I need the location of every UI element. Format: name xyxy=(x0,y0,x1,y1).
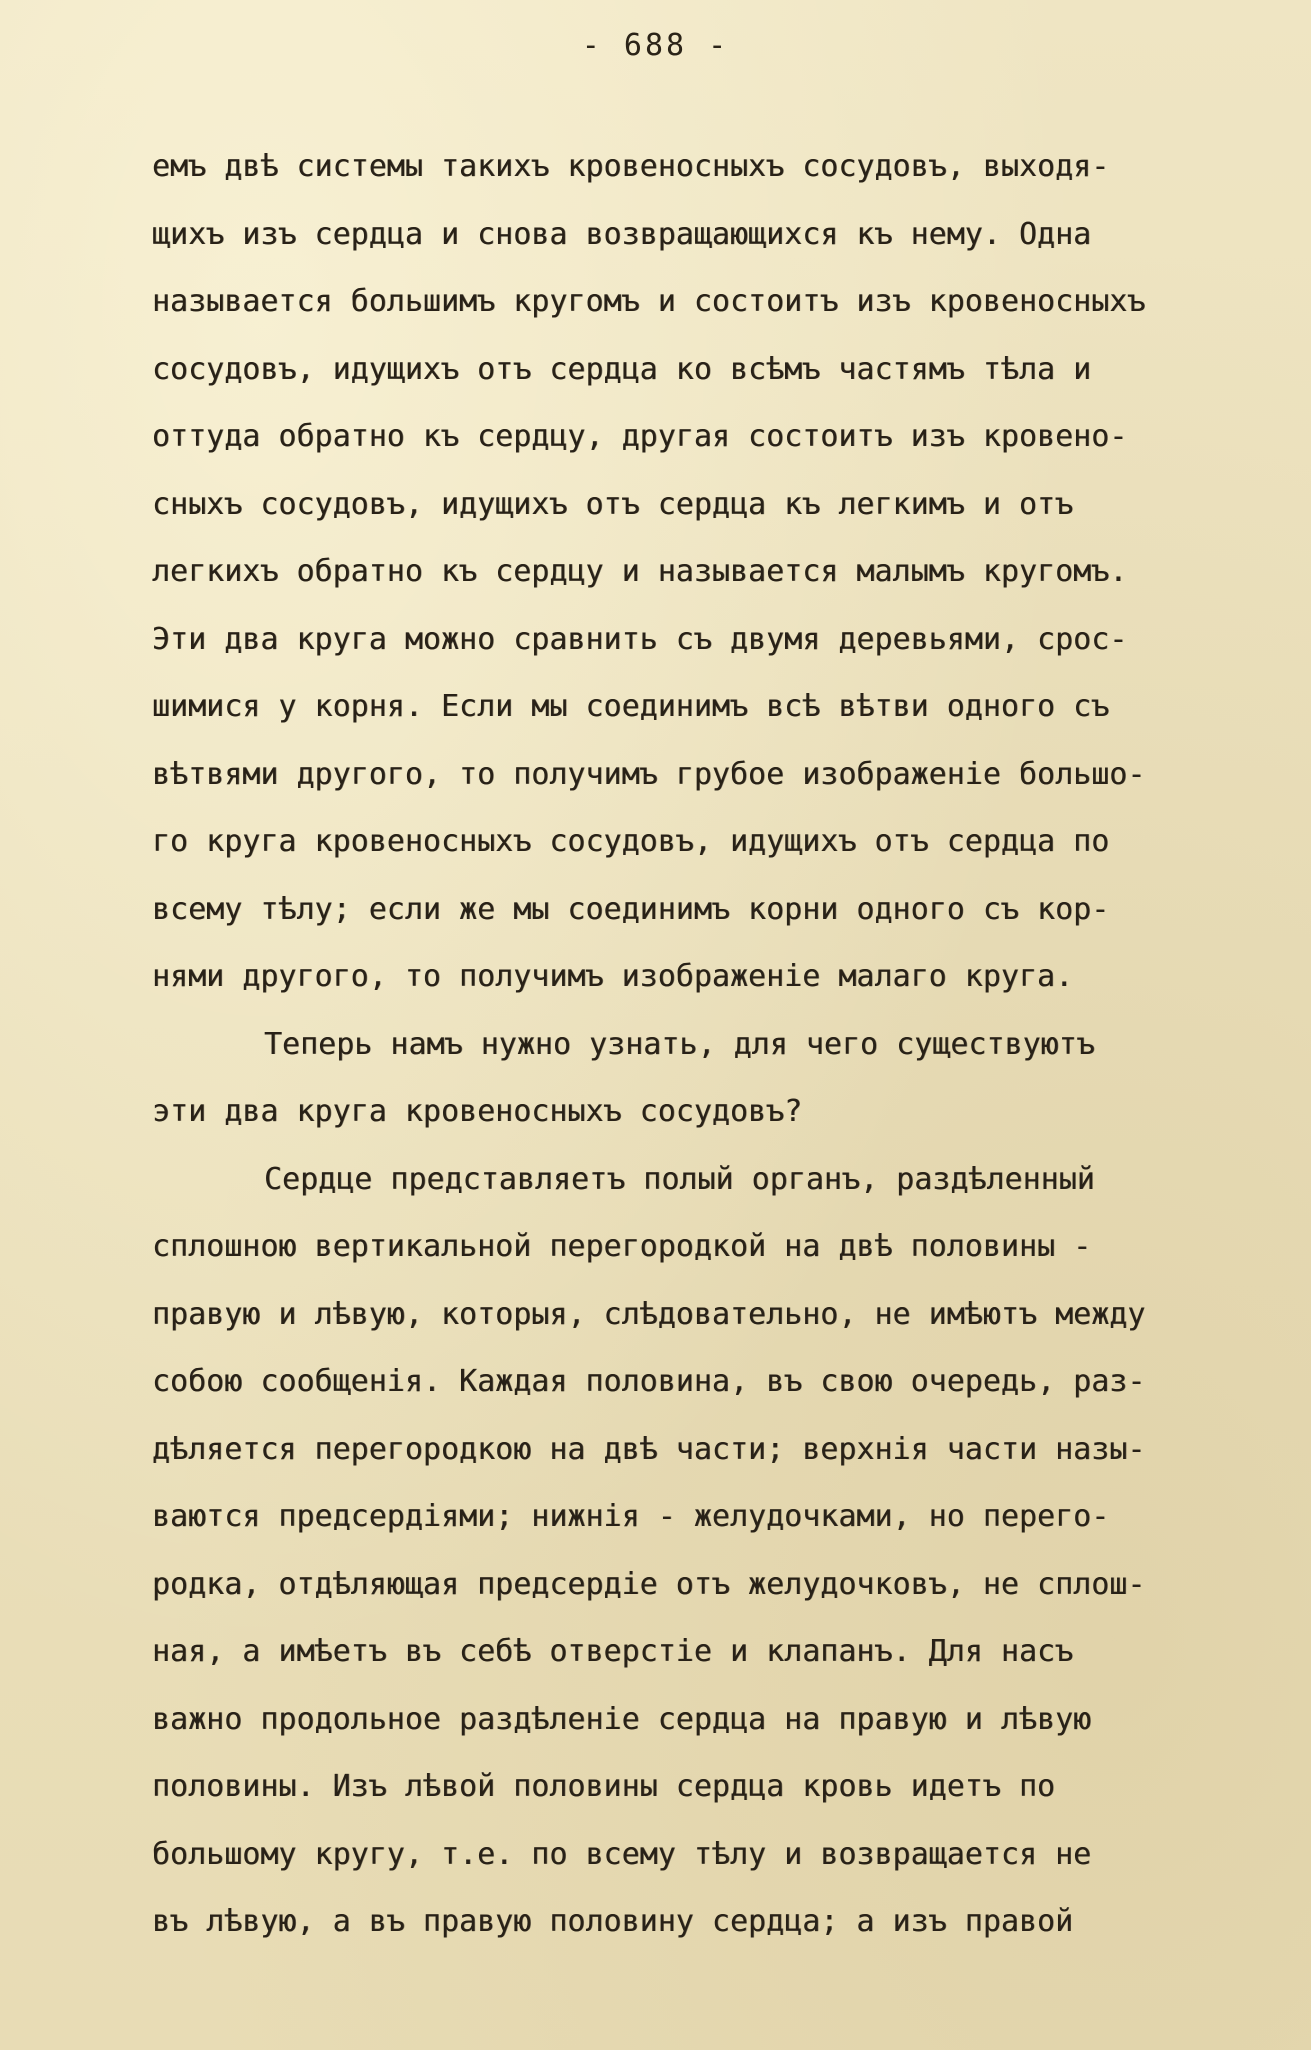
text-line: оттуда обратно къ сердцу, другая состоитъ изъ кровено- xyxy=(152,419,1128,454)
text-line: важно продольное раздѣленіе сердца на правую и лѣвую xyxy=(152,1701,1092,1737)
text-line: эти два круга кровеносныхъ сосудовъ? xyxy=(152,1094,803,1129)
text-line: всему тѣлу; если же мы соединимъ корни одного съ кор- xyxy=(152,891,1110,927)
text-line: называется большимъ кругомъ и состоитъ изъ кровеносныхъ xyxy=(152,284,1146,319)
paragraph-start-line: Сердце представляетъ полый органъ, раздѣленный xyxy=(264,1161,1095,1197)
text-line: сплошною вертикальной перегородкой на двѣ половины - xyxy=(152,1229,1092,1264)
text-line: Эти два круга можно сравнить съ двумя деревьями, срос- xyxy=(152,621,1128,657)
text-line: легкихъ обратно къ сердцу и называется малымъ кругомъ. xyxy=(152,554,1128,589)
text-line: го круга кровеносныхъ сосудовъ, идущихъ отъ сердца по xyxy=(152,824,1110,859)
text-line: ная, а имѣетъ въ себѣ отверстіе и клапанъ. Для насъ xyxy=(152,1634,1074,1669)
text-line: шимися у корня. Если мы соединимъ всѣ вѣтви одного съ xyxy=(152,689,1110,724)
page-number: - 688 - xyxy=(581,28,730,63)
paragraph-start-line: Теперь намъ нужно узнать, для чего существуютъ xyxy=(264,1026,1095,1062)
text-line: щихъ изъ сердца и снова возвращающихся къ нему. Одна xyxy=(152,216,1092,252)
text-line: ваются предсердіями; нижнія - желудочками, но перего- xyxy=(152,1499,1110,1534)
text-line: нями другого, то получимъ изображеніе малаго круга. xyxy=(152,959,1074,994)
text-line: сосудовъ, идущихъ отъ сердца ко всѣмъ частямъ тѣла и xyxy=(152,351,1092,387)
text-line: большому кругу, т.е. по всему тѣлу и возвращается не xyxy=(152,1836,1092,1872)
text-line: вѣтвями другого, то получимъ грубое изображеніе большо- xyxy=(152,756,1146,792)
text-line: въ лѣвую, а въ правую половину сердца; а изъ правой xyxy=(152,1904,1074,1939)
body-text xyxy=(152,133,1292,1956)
text-line: правую и лѣвую, которыя, слѣдовательно, не имѣютъ между xyxy=(152,1296,1146,1332)
text-line: родка, отдѣляющая предсердіе отъ желудочковъ, не сплош- xyxy=(152,1566,1146,1602)
text-line: емъ двѣ системы такихъ кровеносныхъ сосудовъ, выходя- xyxy=(152,149,1110,184)
text-line: половины. Изъ лѣвой половины сердца кровь идетъ по xyxy=(152,1769,1056,1804)
text-line: сныхъ сосудовъ, идущихъ отъ сердца къ легкимъ и отъ xyxy=(152,486,1074,522)
text-line: дѣляется перегородкою на двѣ части; верхнія части назы- xyxy=(152,1431,1146,1467)
text-line: собою сообщенія. Каждая половина, въ свою очередь, раз- xyxy=(152,1364,1146,1399)
